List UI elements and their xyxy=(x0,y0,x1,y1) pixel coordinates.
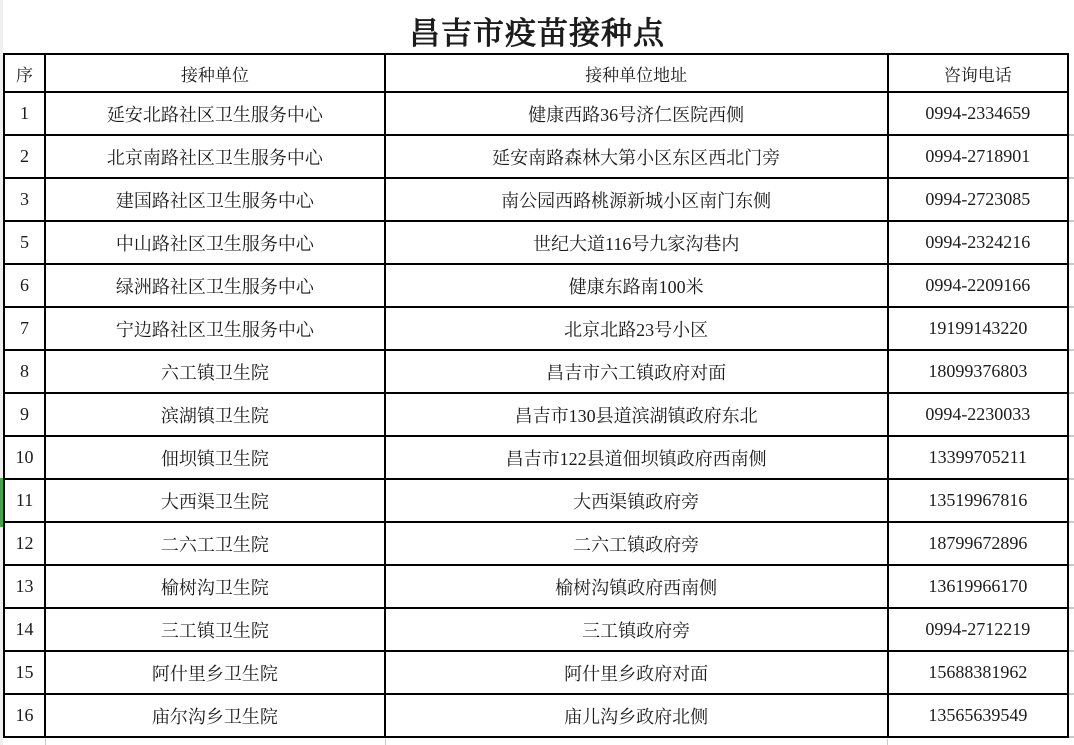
cell-no: 13 xyxy=(4,565,45,608)
page-title: 昌吉市疫苗接种点 xyxy=(409,16,665,51)
outer-gridline-ticks-right xyxy=(1069,93,1074,739)
table-row xyxy=(4,393,1068,436)
table-row xyxy=(4,307,1068,350)
cell-phone: 0994-2209166 xyxy=(888,264,1068,307)
cell-no: 8 xyxy=(4,350,45,393)
cell-unit: 榆树沟卫生院 xyxy=(45,565,385,608)
cell-no: 16 xyxy=(4,694,45,737)
cell-phone: 0994-2334659 xyxy=(888,92,1068,135)
cell-phone: 13519967816 xyxy=(888,479,1068,522)
table-row xyxy=(4,565,1068,608)
cell-phone: 0994-2324216 xyxy=(888,221,1068,264)
cell-address: 三工镇政府旁 xyxy=(385,608,888,651)
cell-no: 9 xyxy=(4,393,45,436)
cell-unit: 建国路社区卫生服务中心 xyxy=(45,178,385,221)
cell-address: 昌吉市六工镇政府对面 xyxy=(385,350,888,393)
header-cell-phone: 咨询电话 xyxy=(888,54,1068,92)
cell-no: 10 xyxy=(4,436,45,479)
cell-phone: 18099376803 xyxy=(888,350,1068,393)
cell-phone: 0994-2712219 xyxy=(888,608,1068,651)
cell-no: 11 xyxy=(4,479,45,522)
cell-no: 1 xyxy=(4,92,45,135)
cell-address: 延安南路森林大第小区东区西北门旁 xyxy=(385,135,888,178)
cell-unit: 延安北路社区卫生服务中心 xyxy=(45,92,385,135)
header-cell-no: 序 xyxy=(4,54,45,92)
cell-address: 榆树沟镇政府西南侧 xyxy=(385,565,888,608)
table-row xyxy=(4,264,1068,307)
cell-address: 大西渠镇政府旁 xyxy=(385,479,888,522)
cell-unit: 宁边路社区卫生服务中心 xyxy=(45,307,385,350)
cell-unit: 中山路社区卫生服务中心 xyxy=(45,221,385,264)
table-row xyxy=(4,135,1068,178)
cell-phone: 18799672896 xyxy=(888,522,1068,565)
cell-phone: 0994-2718901 xyxy=(888,135,1068,178)
cell-address: 健康西路36号济仁医院西侧 xyxy=(385,92,888,135)
cell-phone: 0994-2723085 xyxy=(888,178,1068,221)
cell-unit: 北京南路社区卫生服务中心 xyxy=(45,135,385,178)
cell-phone: 13619966170 xyxy=(888,565,1068,608)
cell-unit: 三工镇卫生院 xyxy=(45,608,385,651)
cell-unit: 二六工卫生院 xyxy=(45,522,385,565)
table-header-row xyxy=(4,54,1068,92)
cell-address: 阿什里乡政府对面 xyxy=(385,651,888,694)
cell-address: 北京北路23号小区 xyxy=(385,307,888,350)
table-row xyxy=(4,479,1068,522)
outer-gridline-tick xyxy=(45,739,46,745)
cell-address: 南公园西路桃源新城小区南门东侧 xyxy=(385,178,888,221)
header-cell-address: 接种单位地址 xyxy=(385,54,888,92)
header-cell-unit: 接种单位 xyxy=(45,54,385,92)
cell-address: 昌吉市130县道滨湖镇政府东北 xyxy=(385,393,888,436)
cell-phone: 0994-2230033 xyxy=(888,393,1068,436)
cell-unit: 绿洲路社区卫生服务中心 xyxy=(45,264,385,307)
cell-no: 7 xyxy=(4,307,45,350)
cell-no: 6 xyxy=(4,264,45,307)
outer-gridline-tick xyxy=(385,739,386,745)
cell-phone: 19199143220 xyxy=(888,307,1068,350)
cell-no: 5 xyxy=(4,221,45,264)
cell-unit: 庙尔沟乡卫生院 xyxy=(45,694,385,737)
table-row xyxy=(4,608,1068,651)
cell-phone: 15688381962 xyxy=(888,651,1068,694)
cell-address: 二六工镇政府旁 xyxy=(385,522,888,565)
cell-unit: 阿什里乡卫生院 xyxy=(45,651,385,694)
cell-no: 2 xyxy=(4,135,45,178)
table-row xyxy=(4,651,1068,694)
vaccine-sites-table xyxy=(3,53,1069,738)
table-row xyxy=(4,436,1068,479)
cell-unit: 滨湖镇卫生院 xyxy=(45,393,385,436)
cell-address: 健康东路南100米 xyxy=(385,264,888,307)
cell-unit: 大西渠卫生院 xyxy=(45,479,385,522)
table-row xyxy=(4,221,1068,264)
table-row xyxy=(4,522,1068,565)
cell-no: 14 xyxy=(4,608,45,651)
cell-no: 15 xyxy=(4,651,45,694)
outer-gridline-tick xyxy=(887,739,888,745)
cell-no: 3 xyxy=(4,178,45,221)
table-row xyxy=(4,350,1068,393)
cell-address: 昌吉市122县道佃坝镇政府西南侧 xyxy=(385,436,888,479)
cell-phone: 13399705211 xyxy=(888,436,1068,479)
cell-unit: 六工镇卫生院 xyxy=(45,350,385,393)
cell-no: 12 xyxy=(4,522,45,565)
table-row xyxy=(4,92,1068,135)
cell-address: 世纪大道116号九家沟巷内 xyxy=(385,221,888,264)
cell-address: 庙儿沟乡政府北侧 xyxy=(385,694,888,737)
table-row xyxy=(4,694,1068,737)
table-row xyxy=(4,178,1068,221)
cell-phone: 13565639549 xyxy=(888,694,1068,737)
cell-unit: 佃坝镇卫生院 xyxy=(45,436,385,479)
